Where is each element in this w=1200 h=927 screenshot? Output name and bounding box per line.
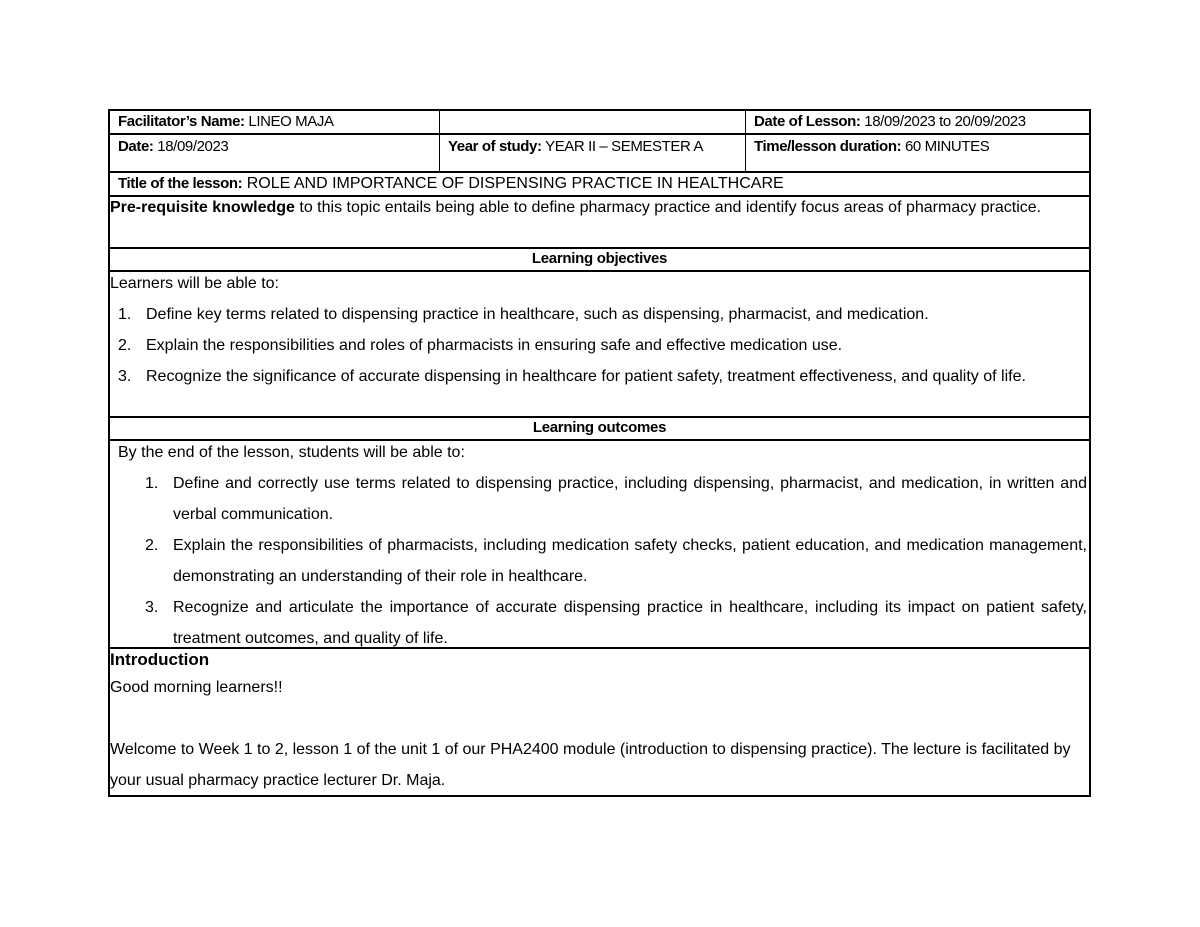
prerequisite-row (108, 192, 1091, 249)
prerequisite-label: Pre-requisite knowledge (110, 199, 295, 216)
outcome-item (110, 468, 1089, 530)
lesson-plan-table (108, 109, 1091, 797)
title-value: ROLE AND IMPORTANCE OF DISPENSING PRACTICE IN HEALTHCARE (246, 175, 784, 192)
objective-text: Define key terms related to dispensing practice in healthcare, such as dispensing, pharmacist, and medication. (146, 306, 929, 323)
objective-number: 2. (118, 337, 132, 354)
objective-text: Recognize the significance of accurate dispensing in healthcare for patient safety, treatment effectiveness, and quality of life. (146, 368, 1026, 385)
header-row-1 (108, 109, 1091, 135)
prerequisite-text (110, 192, 1089, 247)
introduction-heading: Introduction (110, 650, 210, 669)
year-value: YEAR II – SEMESTER A (545, 138, 703, 155)
outcomes-row (108, 437, 1091, 649)
outcomes-heading: Learning outcomes (532, 419, 667, 436)
prerequisite-body: to this topic entails being able to define pharmacy practice and identify focus areas of pharmacy practice. (294, 199, 1042, 216)
header-row-2 (108, 135, 1091, 173)
duration-label: Time/lesson duration: (754, 138, 902, 155)
introduction-paragraph: Welcome to Week 1 to 2, lesson 1 of the unit 1 of our PHA2400 module (introduction to dispensing practice). The lecture is facilitated by your usual pharmacy practice lecturer Dr. Maja. (110, 741, 1071, 789)
facilitator-value: LINEO MAJA (248, 113, 334, 130)
date-value: 18/09/2023 (157, 138, 229, 155)
outcome-item (110, 530, 1089, 592)
year-cell (439, 135, 745, 171)
facilitator-label: Facilitator’s Name: (118, 113, 245, 130)
outcome-number: 3. (145, 599, 159, 616)
outcomes-list (110, 468, 1089, 654)
objectives-body (110, 268, 1089, 416)
date-label: Date: (118, 138, 154, 155)
year-label: Year of study: (448, 138, 542, 155)
objective-item (110, 361, 1089, 392)
outcome-text: Explain the responsibilities of pharmacists, including medication safety checks, patient education, and medication management, demonstrating an understanding of their role in healthcare. (173, 537, 1087, 585)
objective-item (110, 299, 1089, 330)
title-label: Title of the lesson: (118, 175, 243, 192)
objectives-intro: Learners will be able to: (110, 275, 279, 292)
outcome-text: Recognize and articulate the importance of accurate dispensing practice in healthcare, including its impact on patient safety, treatment outcomes, and quality of life. (173, 599, 1087, 647)
outcomes-body (110, 437, 1089, 647)
duration-value: 60 MINUTES (904, 138, 990, 155)
outcomes-intro: By the end of the lesson, students will be able to: (118, 444, 465, 461)
empty-cell (439, 111, 745, 133)
outcome-number: 1. (145, 475, 159, 492)
outcome-number: 2. (145, 537, 159, 554)
objectives-heading: Learning objectives (531, 250, 668, 267)
introduction-greeting: Good morning learners!! (110, 679, 283, 696)
date-of-lesson-value: 18/09/2023 to 20/09/2023 (864, 113, 1026, 130)
objective-item (110, 330, 1089, 361)
objectives-list (110, 299, 1089, 392)
introduction-body (110, 649, 1089, 795)
outcome-item (110, 592, 1089, 654)
outcome-text: Define and correctly use terms related to dispensing practice, including dispensing, pharmacist, and medication, in written and verbal communication. (173, 475, 1087, 523)
objective-text: Explain the responsibilities and roles of pharmacists in ensuring safe and effective medication use. (146, 337, 843, 354)
facilitator-cell (110, 111, 439, 133)
objective-number: 1. (118, 306, 132, 323)
date-of-lesson-cell (745, 111, 1089, 133)
objectives-row (108, 268, 1091, 418)
spacer (110, 703, 1089, 734)
introduction-row (108, 649, 1091, 797)
duration-cell (745, 135, 1089, 171)
date-of-lesson-label: Date of Lesson: (754, 113, 861, 130)
objective-number: 3. (118, 368, 132, 385)
date-cell (110, 135, 439, 171)
